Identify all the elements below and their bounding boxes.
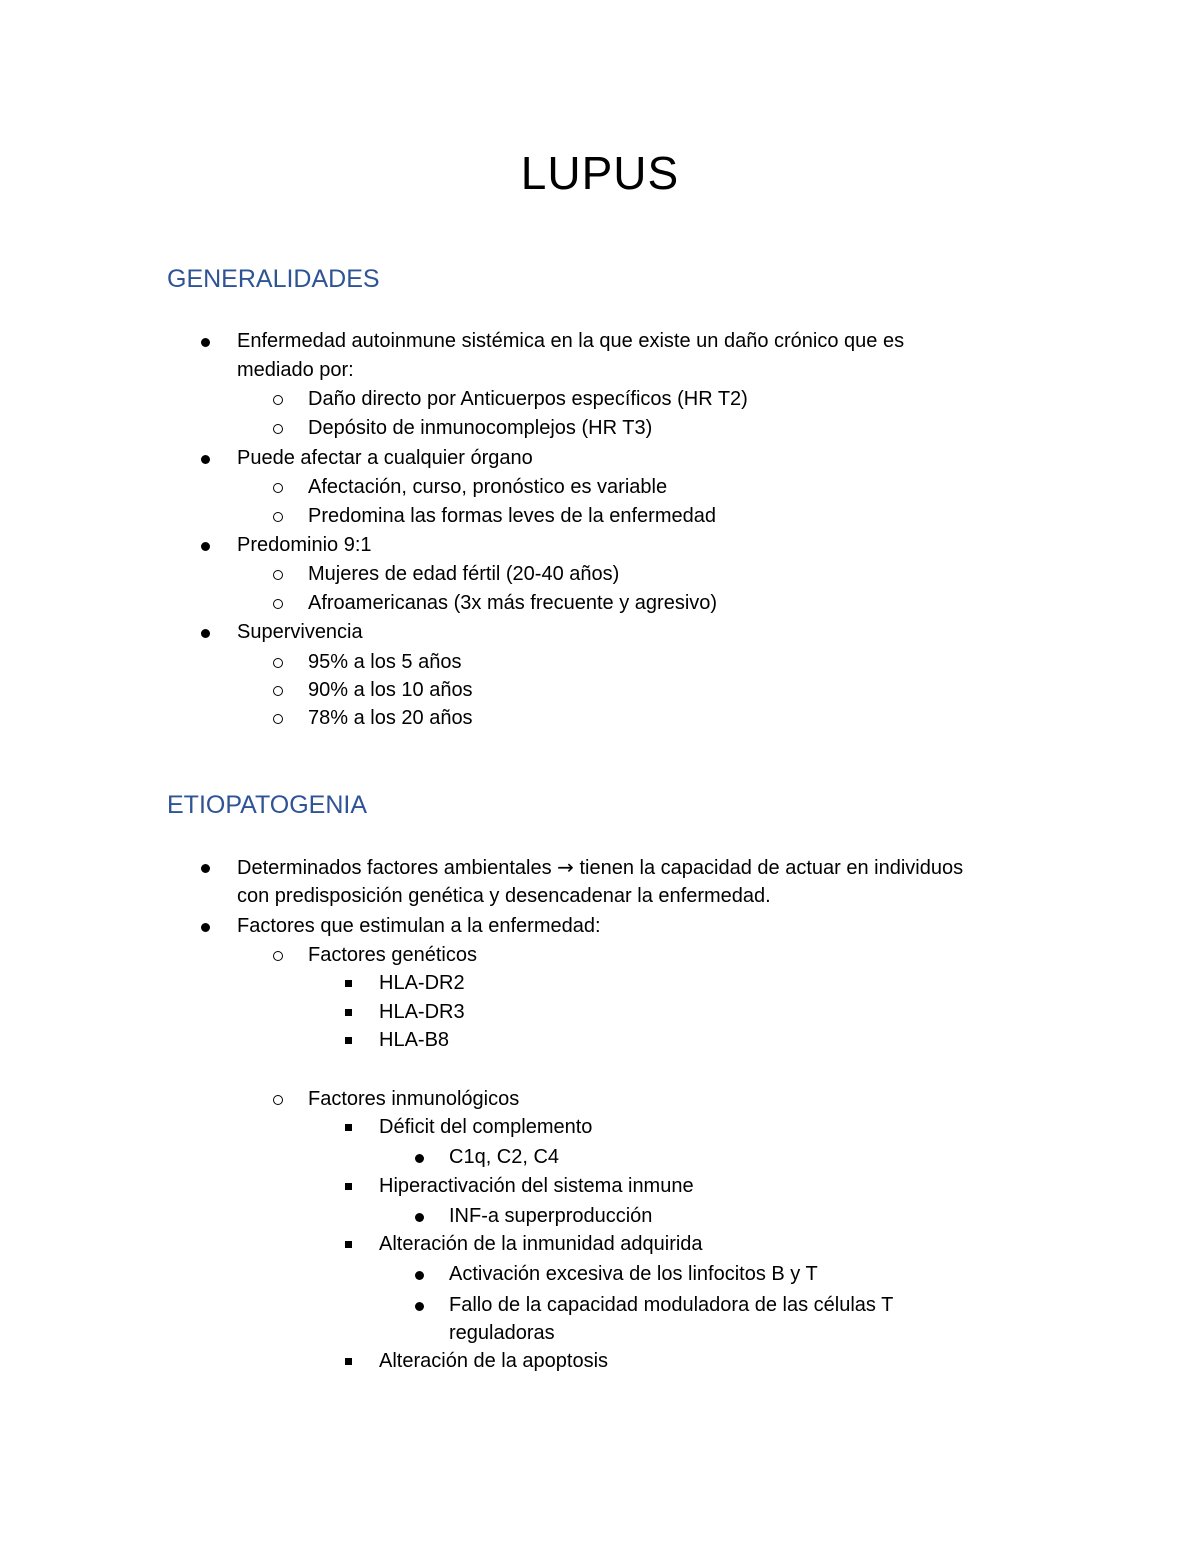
bullet-circle-icon xyxy=(273,1095,283,1105)
bullet-square-icon xyxy=(345,1037,352,1044)
list-item: 95% a los 5 años xyxy=(308,651,462,673)
bullet-disc-icon xyxy=(201,629,210,638)
list-item: Supervivencia xyxy=(237,621,363,643)
bullet-disc-icon xyxy=(415,1302,424,1311)
bullet-disc-icon xyxy=(201,338,210,347)
list-item: 78% a los 20 años xyxy=(308,707,473,729)
list-item: Mujeres de edad fértil (20-40 años) xyxy=(308,563,620,585)
list-item: Factores inmunológicos xyxy=(308,1088,520,1110)
bullet-square-icon xyxy=(345,980,352,987)
list-item: Factores genéticos xyxy=(308,944,477,966)
list-item: HLA-DR2 xyxy=(379,972,465,994)
list-item: Predomina las formas leves de la enfermedad xyxy=(308,505,716,527)
bullet-disc-icon xyxy=(201,455,210,464)
list-item: Alteración de la apoptosis xyxy=(379,1350,609,1372)
bullet-square-icon xyxy=(345,1009,352,1016)
arrow-right-icon: → xyxy=(557,855,574,879)
document-title: LUPUS xyxy=(520,147,680,199)
list-item: C1q, C2, C4 xyxy=(449,1146,560,1168)
list-item: HLA-B8 xyxy=(379,1029,450,1051)
bullet-square-icon xyxy=(345,1241,352,1248)
list-item-continuation: con predisposición genética y desencadenar la enfermedad. xyxy=(237,885,771,907)
bullet-circle-icon xyxy=(273,483,283,493)
list-item xyxy=(237,853,963,882)
bullet-circle-icon xyxy=(273,686,283,696)
bullet-circle-icon xyxy=(273,424,283,434)
bullet-disc-icon xyxy=(415,1213,424,1222)
bullet-disc-icon xyxy=(415,1271,424,1280)
list-item: Fallo de la capacidad moduladora de las células T xyxy=(449,1294,894,1316)
bullet-disc-icon xyxy=(201,923,210,932)
list-item: 90% a los 10 años xyxy=(308,679,473,701)
bullet-disc-icon xyxy=(201,542,210,551)
list-item: Afroamericanas (3x más frecuente y agresivo) xyxy=(308,592,718,614)
list-item: Depósito de inmunocomplejos (HR T3) xyxy=(308,417,653,439)
list-item: Activación excesiva de los linfocitos B y T xyxy=(449,1263,818,1285)
bullet-disc-icon xyxy=(201,864,210,873)
list-item: Déficit del complemento xyxy=(379,1116,593,1138)
list-item-continuation: reguladoras xyxy=(449,1322,555,1344)
list-item: Afectación, curso, pronóstico es variable xyxy=(308,476,668,498)
list-item: Daño directo por Anticuerpos específicos (HR T2) xyxy=(308,388,748,410)
bullet-circle-icon xyxy=(273,570,283,580)
list-item: INF-a superproducción xyxy=(449,1205,653,1227)
bullet-circle-icon xyxy=(273,512,283,522)
bullet-square-icon xyxy=(345,1124,352,1131)
list-item-continuation: mediado por: xyxy=(237,359,354,381)
list-item-text: tienen la capacidad de actuar en individuos xyxy=(579,857,964,879)
bullet-circle-icon xyxy=(273,951,283,961)
bullet-circle-icon xyxy=(273,395,283,405)
list-item: Hiperactivación del sistema inmune xyxy=(379,1175,694,1197)
list-item: HLA-DR3 xyxy=(379,1001,465,1023)
list-item: Alteración de la inmunidad adquirida xyxy=(379,1233,703,1255)
list-item: Puede afectar a cualquier órgano xyxy=(237,447,533,469)
bullet-circle-icon xyxy=(273,599,283,609)
list-item: Enfermedad autoinmune sistémica en la que existe un daño crónico que es xyxy=(237,330,905,352)
bullet-square-icon xyxy=(345,1358,352,1365)
bullet-disc-icon xyxy=(415,1154,424,1163)
section-heading-etiopatogenia: ETIOPATOGENIA xyxy=(167,791,368,819)
list-item: Predominio 9:1 xyxy=(237,534,372,556)
bullet-circle-icon xyxy=(273,714,283,724)
bullet-square-icon xyxy=(345,1183,352,1190)
bullet-circle-icon xyxy=(273,658,283,668)
list-item: Factores que estimulan a la enfermedad: xyxy=(237,915,601,937)
list-item-text: Determinados factores ambientales xyxy=(237,857,552,879)
section-heading-generalidades: GENERALIDADES xyxy=(167,265,380,293)
